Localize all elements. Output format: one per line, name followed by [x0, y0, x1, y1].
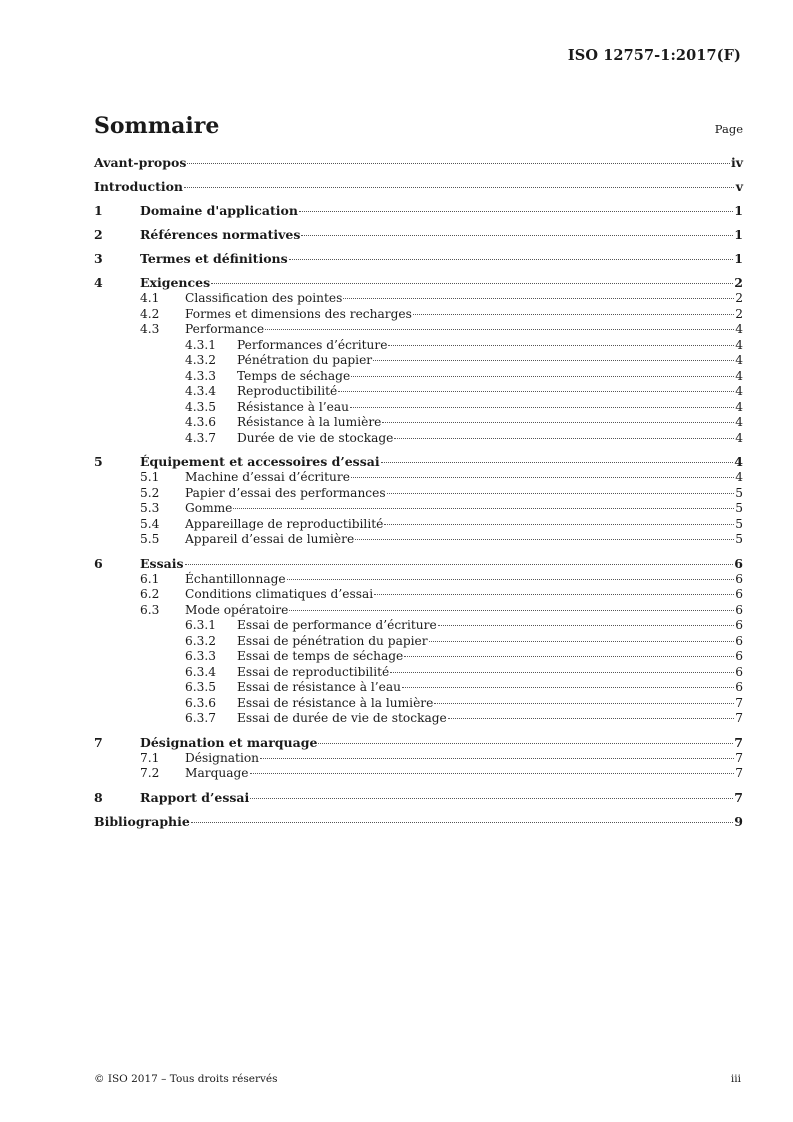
toc-entry-number: 6.3.5 — [185, 680, 217, 694]
dot-leader — [388, 345, 734, 346]
toc-entry-introduction[interactable] — [94, 179, 743, 195]
toc-entry-number: 5.2 — [140, 485, 160, 500]
toc-entry-page: 5 — [735, 501, 743, 515]
toc-entry-number: 6.3.3 — [185, 649, 217, 663]
toc-entry-page: 7 — [735, 711, 743, 725]
dot-leader — [185, 564, 734, 565]
toc-entry-4-3-4[interactable] — [94, 384, 743, 400]
toc-entry-page: 7 — [735, 750, 743, 765]
toc-entry-4-3-1[interactable] — [94, 338, 743, 354]
toc-entry-title: Équipement et accessoires d’essai — [140, 454, 380, 469]
dot-leader — [260, 758, 734, 759]
toc-entry-4-3-5[interactable] — [94, 400, 743, 416]
dot-leader — [289, 610, 734, 611]
toc-entry-page: 6 — [735, 587, 743, 601]
dot-leader — [265, 329, 734, 330]
toc-entry-page: 6 — [735, 664, 743, 679]
toc-entry-number: 5.1 — [140, 470, 160, 484]
toc-entry-title: Formes et dimensions des recharges — [185, 306, 412, 321]
dot-leader — [351, 376, 734, 377]
toc-entry-number: 7.2 — [140, 766, 160, 780]
toc-entry-number: 5.5 — [140, 532, 160, 546]
toc-title: Sommaire — [94, 113, 220, 139]
toc-entry-page: 9 — [734, 813, 743, 829]
toc-entry-4-3[interactable] — [94, 322, 743, 338]
toc-entry-number: 5 — [94, 454, 103, 469]
toc-entry-6-3-4[interactable] — [94, 665, 743, 681]
toc-entry-title: Appareil d’essai de lumière — [185, 532, 355, 546]
toc-entry-page: 7 — [734, 789, 743, 805]
toc-entry-7-1[interactable] — [94, 751, 743, 767]
toc-entry-6-3[interactable] — [94, 603, 743, 619]
toc-entry-section-6[interactable] — [94, 556, 743, 572]
toc-entry-title: Résistance à la lumière — [237, 415, 382, 429]
toc-entry-number: 7.1 — [140, 750, 160, 765]
toc-entry-title: Essai de résistance à l’eau — [237, 680, 401, 694]
toc-entry-page: v — [735, 179, 743, 194]
toc-entry-6-1[interactable] — [94, 572, 743, 588]
toc-entry-number: 4.3.6 — [185, 415, 217, 429]
dot-leader — [289, 259, 734, 260]
toc-entry-page: 5 — [735, 532, 743, 546]
toc-entry-title: Durée de vie de stockage — [237, 430, 394, 445]
toc-entry-number: 6.3.7 — [185, 711, 217, 725]
toc-entry-page: 6 — [735, 571, 743, 586]
toc-entry-title: Reproductibilité — [237, 384, 338, 398]
toc-entry-number: 6.1 — [140, 571, 160, 586]
toc-entry-title: Désignation — [185, 750, 260, 765]
dot-leader — [381, 462, 734, 463]
toc-entry-page: 4 — [735, 353, 743, 367]
toc-entry-title: Essai de pénétration du papier — [237, 633, 428, 648]
dot-leader — [338, 391, 734, 392]
toc-entry-number: 4.3 — [140, 322, 160, 336]
toc-entry-number: 6.3.1 — [185, 618, 217, 632]
toc-entry-number: 4.2 — [140, 306, 160, 321]
toc-entry-title: Essai de temps de séchage — [237, 649, 404, 663]
toc-entry-title: Bibliographie — [94, 813, 190, 829]
toc-entry-6-3-2[interactable] — [94, 634, 743, 650]
toc-entry-section-4[interactable] — [94, 275, 743, 291]
toc-entry-6-3-7[interactable] — [94, 711, 743, 727]
toc-entry-page: 4 — [735, 430, 743, 445]
toc-entry-6-3-5[interactable] — [94, 680, 743, 696]
toc-entry-title: Rapport d’essai — [140, 789, 250, 805]
dot-leader — [299, 211, 733, 212]
toc-entry-page: 6 — [735, 618, 743, 632]
dot-leader — [429, 641, 734, 642]
toc-entry-title: Termes et définitions — [140, 251, 288, 266]
toc-entry-6-3-6[interactable] — [94, 696, 743, 712]
toc-entry-number: 5.4 — [140, 516, 160, 531]
toc-entry-number: 2 — [94, 227, 103, 242]
toc-entry-page: 4 — [735, 322, 743, 336]
toc-entry-number: 8 — [94, 789, 103, 805]
toc-entry-title: Temps de séchage — [237, 368, 351, 383]
dot-leader — [448, 718, 734, 719]
toc-entry-6-3-3[interactable] — [94, 649, 743, 665]
dot-leader — [233, 508, 734, 509]
toc-entry-page: 2 — [735, 291, 743, 305]
dot-leader — [301, 235, 733, 236]
toc-entry-number: 3 — [94, 251, 103, 266]
dot-leader — [373, 360, 734, 361]
toc-entry-page: 5 — [735, 485, 743, 500]
toc-entry-section-5[interactable] — [94, 454, 743, 470]
toc-entry-section-7[interactable] — [94, 735, 743, 751]
toc-entry-5-5[interactable] — [94, 532, 743, 548]
page-column-label: Page — [714, 122, 743, 136]
toc-entry-4-3-2[interactable] — [94, 353, 743, 369]
toc-entry-5-2[interactable] — [94, 486, 743, 502]
dot-leader — [374, 594, 734, 595]
toc-entry-number: 6.3.2 — [185, 633, 217, 648]
dot-leader — [394, 438, 734, 439]
toc-entry-number: 6.3 — [140, 602, 160, 617]
dot-leader — [187, 163, 730, 164]
toc-entry-title: Marquage — [185, 766, 249, 780]
toc-entry-7-2[interactable] — [94, 766, 743, 782]
toc-entry-6-2[interactable] — [94, 587, 743, 603]
toc-entry-5-1[interactable] — [94, 470, 743, 486]
dot-leader — [250, 798, 733, 799]
toc-entry-number: 1 — [94, 203, 103, 218]
toc-entry-page: 4 — [734, 454, 743, 469]
toc-entry-page: 4 — [735, 337, 743, 352]
toc-entry-number: 4.3.5 — [185, 399, 217, 414]
dot-leader — [384, 524, 734, 525]
toc-entry-title: Performances d’écriture — [237, 337, 388, 352]
dot-leader — [402, 687, 734, 688]
toc-entry-page: 1 — [734, 251, 743, 266]
toc-entry-title: Essais — [140, 555, 184, 571]
toc-entry-page: 4 — [735, 384, 743, 398]
dot-leader — [250, 773, 734, 774]
toc-entry-6-3-1[interactable] — [94, 618, 743, 634]
dot-leader — [191, 822, 733, 823]
toc-entry-title: Résistance à l’eau — [237, 399, 349, 414]
toc-entry-page: 1 — [734, 203, 743, 218]
toc-entry-number: 6 — [94, 555, 103, 571]
toc-entry-title: Essai de résistance à la lumière — [237, 695, 434, 710]
toc-entry-page: 6 — [735, 680, 743, 694]
toc-entry-section-3[interactable] — [94, 251, 743, 267]
dot-leader — [438, 625, 734, 626]
toc-entry-4-3-6[interactable] — [94, 415, 743, 431]
page-number: iii — [730, 1073, 741, 1085]
toc-entry-title: Références normatives — [140, 227, 301, 242]
toc-entry-title: Essai de performance d’écriture — [237, 618, 437, 632]
toc-entry-bibliographie[interactable] — [94, 814, 743, 830]
dot-leader — [413, 314, 734, 315]
toc-entry-page: 6 — [735, 633, 743, 648]
toc-entry-number: 4.3.7 — [185, 430, 217, 445]
toc-entry-page: 4 — [735, 368, 743, 383]
toc-entry-section-1[interactable] — [94, 203, 743, 219]
toc-entry-page: 2 — [734, 275, 743, 290]
toc-entry-title: Introduction — [94, 179, 184, 194]
dot-leader — [351, 477, 734, 478]
dot-leader — [434, 703, 734, 704]
toc-entry-page: 5 — [735, 516, 743, 531]
toc-entry-page: 7 — [734, 734, 743, 750]
toc-entry-number: 6.3.6 — [185, 695, 217, 710]
toc-entry-page: 4 — [735, 470, 743, 484]
toc-entry-4-3-7[interactable] — [94, 431, 743, 447]
toc-entry-number: 4.3.3 — [185, 368, 217, 383]
toc-entry-title: Avant-propos — [94, 155, 187, 170]
toc-entry-number: 6.3.4 — [185, 664, 217, 679]
toc-entry-number: 6.2 — [140, 587, 160, 601]
toc-entry-5-4[interactable] — [94, 517, 743, 533]
toc-entry-title: Désignation et marquage — [140, 734, 318, 750]
toc-entry-number: 4 — [94, 275, 103, 290]
toc-entry-number: 7 — [94, 734, 103, 750]
toc-entry-4-3-3[interactable] — [94, 369, 743, 385]
dot-leader — [184, 187, 734, 188]
toc-entry-title: Exigences — [140, 275, 211, 290]
dot-leader — [287, 579, 734, 580]
toc-entry-section-2[interactable] — [94, 227, 743, 243]
toc-entry-page: 6 — [735, 649, 743, 663]
standard-identifier: ISO 12757-1:2017(F) — [567, 47, 741, 64]
toc-entry-title: Classification des pointes — [185, 291, 343, 305]
dot-leader — [211, 283, 733, 284]
toc-entry-title: Domaine d'application — [140, 203, 298, 218]
toc-entry-page: iv — [730, 155, 743, 170]
toc-entry-page: 6 — [734, 555, 743, 571]
toc-entry-number: 4.3.4 — [185, 384, 217, 398]
toc-entry-number: 5.3 — [140, 501, 160, 515]
toc-entry-page: 6 — [735, 602, 743, 617]
toc-entry-avant-propos[interactable] — [94, 155, 743, 171]
toc-entry-title: Mode opératoire — [185, 602, 289, 617]
dot-leader — [343, 298, 734, 299]
toc-entry-5-3[interactable] — [94, 501, 743, 517]
dot-leader — [318, 743, 733, 744]
dot-leader — [350, 407, 734, 408]
toc-entry-4-1[interactable] — [94, 291, 743, 307]
dot-leader — [390, 672, 734, 673]
toc-entry-title: Essai de reproductibilité — [237, 664, 390, 679]
toc-entry-title: Conditions climatiques d’essai — [185, 587, 374, 601]
toc-entry-section-8[interactable] — [94, 790, 743, 806]
toc-entry-title: Pénétration du papier — [237, 353, 373, 367]
toc-entry-page: 2 — [735, 306, 743, 321]
toc-header — [94, 113, 743, 139]
toc-entry-page: 4 — [735, 399, 743, 414]
toc-entry-page: 1 — [734, 227, 743, 242]
dot-leader — [404, 656, 734, 657]
toc-entry-page: 7 — [735, 695, 743, 710]
toc-entry-page: 7 — [735, 766, 743, 780]
toc-entry-number: 4.3.1 — [185, 337, 217, 352]
toc-entry-4-2[interactable] — [94, 307, 743, 323]
toc-entry-title: Essai de durée de vie de stockage — [237, 711, 447, 725]
toc-entry-page: 4 — [735, 415, 743, 429]
page-footer — [94, 1073, 741, 1085]
dot-leader — [387, 493, 734, 494]
toc-entry-number: 4.1 — [140, 291, 160, 305]
toc-entry-number: 4.3.2 — [185, 353, 217, 367]
toc-entry-title: Appareillage de reproductibilité — [185, 516, 384, 531]
dot-leader — [355, 539, 734, 540]
copyright-notice: © ISO 2017 – Tous droits réservés — [94, 1073, 278, 1085]
toc-entry-title: Papier d’essai des performances — [185, 485, 386, 500]
toc-entry-title: Machine d’essai d’écriture — [185, 470, 350, 484]
toc-entry-title: Performance — [185, 322, 265, 336]
toc-entry-title: Gomme — [185, 501, 233, 515]
dot-leader — [382, 422, 734, 423]
toc-entry-title: Échantillonnage — [185, 571, 286, 586]
table-of-contents — [94, 155, 743, 830]
